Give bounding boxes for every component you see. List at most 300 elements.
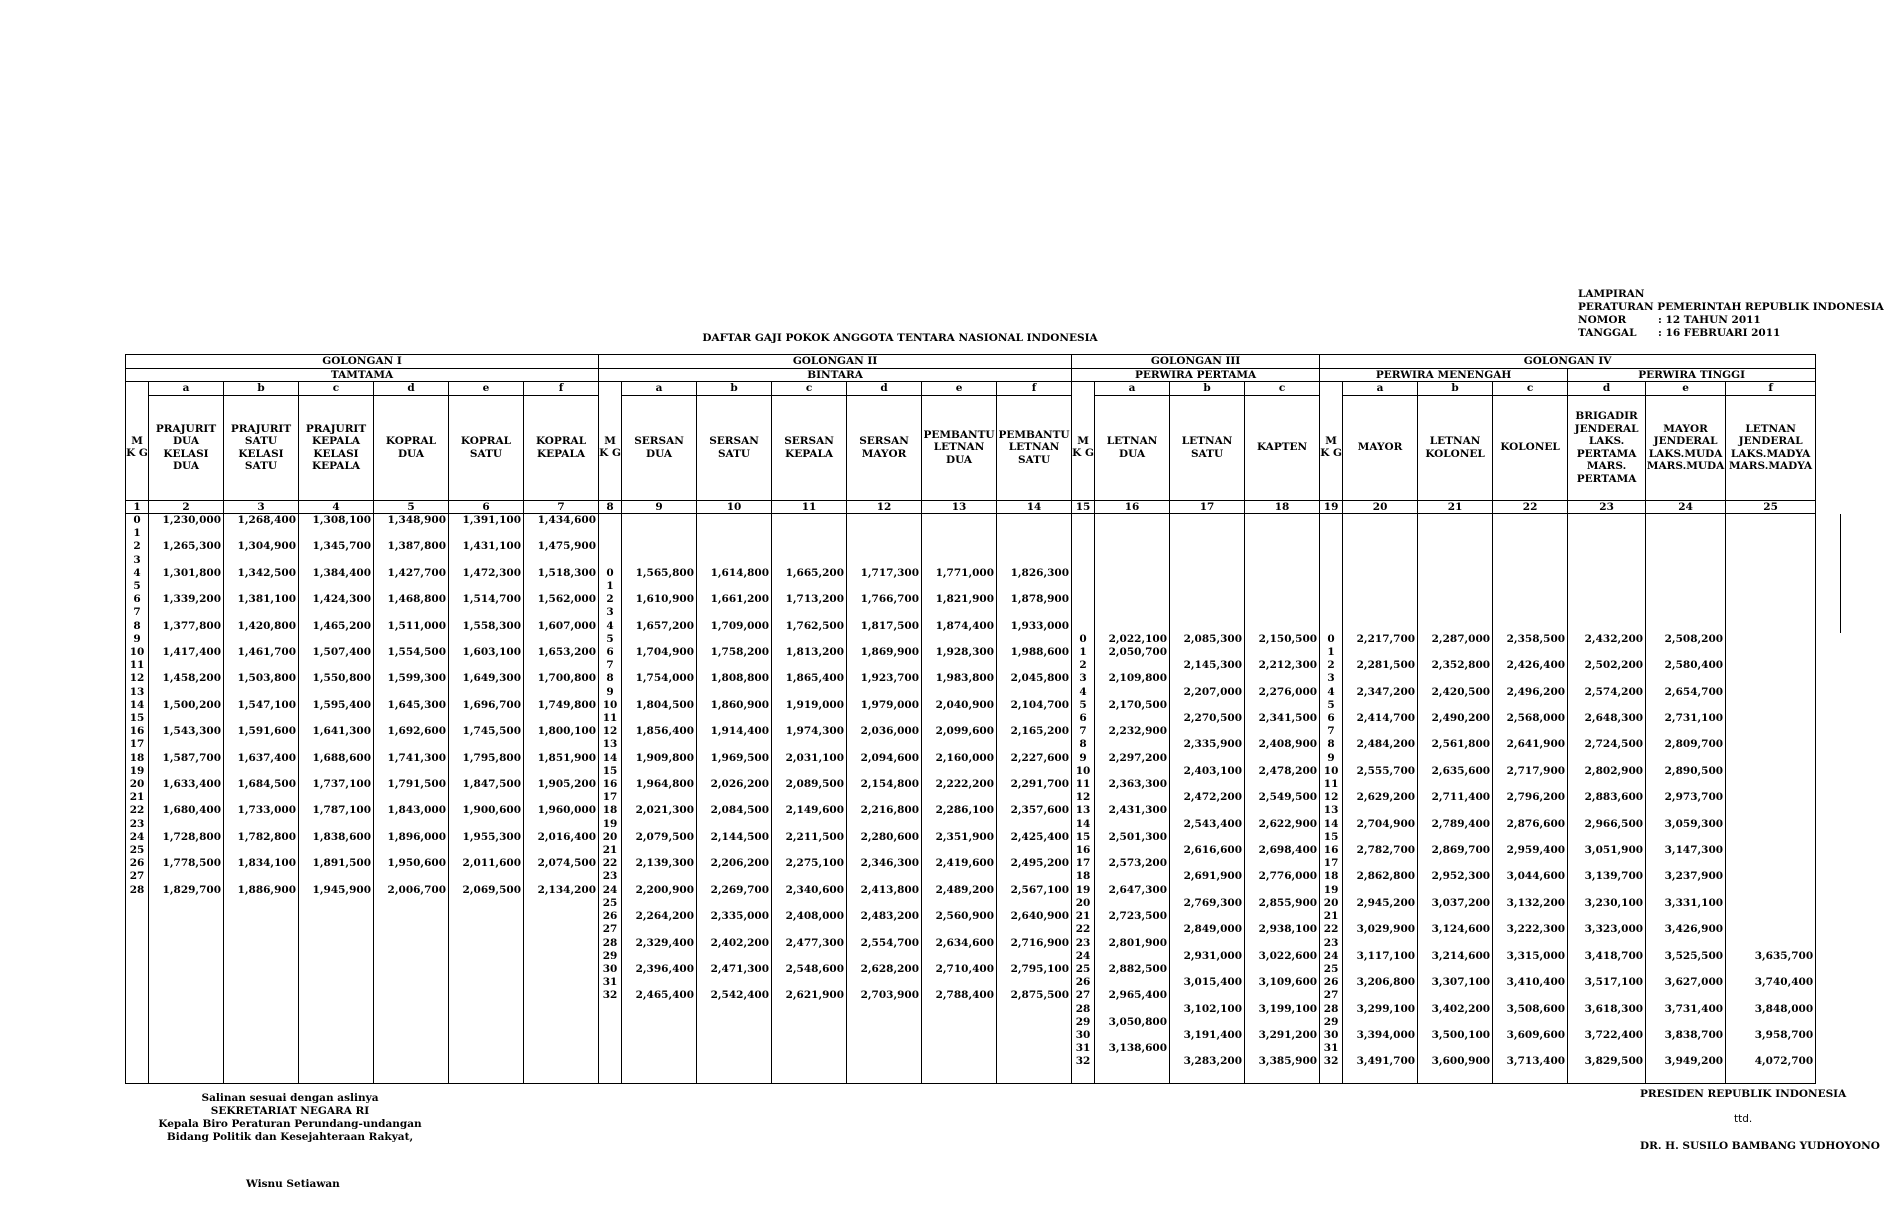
- salary-cell: 2,079,500: [622, 831, 697, 844]
- salary-cell: 2,145,300: [1170, 659, 1245, 672]
- salary-cell: 2,555,700: [1343, 765, 1418, 778]
- mkg-label: M K G: [1072, 395, 1095, 500]
- salary-cell: [149, 976, 224, 989]
- salary-cell: 3,138,600: [1095, 1042, 1170, 1055]
- salary-cell: 1,431,100: [449, 540, 524, 553]
- salary-cell: [1726, 937, 1816, 950]
- mkg-cell: 1: [1072, 646, 1095, 659]
- salary-cell: [1568, 725, 1646, 738]
- mkg-cell: [1072, 540, 1095, 553]
- rank-name: KAPTEN: [1245, 395, 1320, 500]
- salary-cell: [1646, 593, 1726, 606]
- salary-cell: 1,391,100: [449, 514, 524, 528]
- salary-cell: [1343, 514, 1418, 528]
- nomor-value: : 12 TAHUN 2011: [1658, 314, 1761, 326]
- salary-cell: [1095, 620, 1170, 633]
- salary-cell: 3,525,500: [1646, 950, 1726, 963]
- salary-cell: [1646, 1016, 1726, 1029]
- salary-cell: 1,637,400: [224, 752, 299, 765]
- salary-cell: 2,542,400: [697, 989, 772, 1002]
- salary-cell: [1568, 672, 1646, 685]
- salary-cell: [1646, 1069, 1726, 1084]
- salary-cell: 1,653,200: [524, 646, 599, 659]
- mkg-cell: [1320, 540, 1343, 553]
- salary-cell: [1726, 725, 1816, 738]
- salary-cell: [772, 897, 847, 910]
- mkg-cell: 1: [1320, 646, 1343, 659]
- salary-cell: [1493, 620, 1568, 633]
- salary-cell: [149, 923, 224, 936]
- salary-cell: [374, 659, 449, 672]
- mkg-cell: 18: [1320, 870, 1343, 883]
- mkg-cell: 13: [1320, 804, 1343, 817]
- salary-cell: [622, 554, 697, 567]
- salary-cell: 2,275,100: [772, 857, 847, 870]
- salary-cell: [149, 580, 224, 593]
- salary-cell: [449, 580, 524, 593]
- salary-cell: 1,603,100: [449, 646, 524, 659]
- salary-cell: [622, 1016, 697, 1029]
- salary-cell: 1,826,300: [997, 567, 1072, 580]
- salary-cell: 1,665,200: [772, 567, 847, 580]
- mkg-cell: 1: [599, 580, 622, 593]
- salary-cell: 2,287,000: [1418, 633, 1493, 646]
- salary-cell: [374, 1055, 449, 1068]
- salary-cell: [922, 765, 997, 778]
- salary-cell: 2,212,300: [1245, 659, 1320, 672]
- mkg-cell: [126, 897, 149, 910]
- salary-cell: [847, 1042, 922, 1055]
- salary-cell: 2,217,700: [1343, 633, 1418, 646]
- salary-cell: [847, 765, 922, 778]
- golongan-iii: GOLONGAN III: [1072, 355, 1320, 369]
- mkg-cell: 15: [1072, 831, 1095, 844]
- column-number: 14: [997, 500, 1072, 514]
- footer-right-name: DR. H. SUSILO BAMBANG YUDHOYONO: [1640, 1140, 1880, 1152]
- salary-cell: [922, 1003, 997, 1016]
- mkg-cell: 0: [126, 514, 149, 528]
- salary-cell: 3,147,300: [1646, 844, 1726, 857]
- salary-cell: [1816, 606, 1841, 619]
- mkg-cell: 12: [1072, 791, 1095, 804]
- salary-cell: 2,149,600: [772, 804, 847, 817]
- table-row: [126, 1055, 1841, 1068]
- mkg-cell: [599, 514, 622, 528]
- salary-cell: [922, 1016, 997, 1029]
- group-perwira-pertama: PERWIRA PERTAMA: [1072, 368, 1320, 382]
- salary-cell: 3,508,600: [1493, 1003, 1568, 1016]
- salary-cell: 2,641,900: [1493, 738, 1568, 751]
- mkg-cell: [126, 1003, 149, 1016]
- golongan-iv: GOLONGAN IV: [1320, 355, 1816, 369]
- salary-cell: [524, 1055, 599, 1068]
- mkg-cell: [1072, 606, 1095, 619]
- table-row: [126, 1069, 1841, 1084]
- salary-cell: [697, 606, 772, 619]
- salary-cell: 2,801,900: [1095, 937, 1170, 950]
- salary-cell: [622, 580, 697, 593]
- salary-cell: [449, 633, 524, 646]
- salary-cell: 1,645,300: [374, 699, 449, 712]
- salary-cell: 2,973,700: [1646, 791, 1726, 804]
- salary-cell: [697, 738, 772, 751]
- salary-cell: 1,821,900: [922, 593, 997, 606]
- salary-cell: [149, 554, 224, 567]
- mkg-cell: 9: [1072, 752, 1095, 765]
- salary-cell: 2,104,700: [997, 699, 1072, 712]
- salary-cell: 2,403,100: [1170, 765, 1245, 778]
- salary-cell: 2,883,600: [1568, 791, 1646, 804]
- salary-cell: 2,489,200: [922, 884, 997, 897]
- salary-cell: [374, 897, 449, 910]
- salary-cell: [772, 1069, 847, 1084]
- salary-cell: 2,484,200: [1343, 738, 1418, 751]
- salary-cell: [1343, 646, 1418, 659]
- salary-cell: [299, 897, 374, 910]
- mkg-cell: [1320, 580, 1343, 593]
- salary-cell: [1568, 752, 1646, 765]
- mkg-cell: 19: [599, 818, 622, 831]
- salary-cell: [1095, 765, 1170, 778]
- salary-cell: [149, 1029, 224, 1042]
- salary-cell: [1418, 567, 1493, 580]
- mkg-cell: 4: [599, 620, 622, 633]
- salary-cell: 1,511,000: [374, 620, 449, 633]
- table-row: [126, 897, 1841, 910]
- salary-cell: 2,045,800: [997, 672, 1072, 685]
- salary-cell: [224, 580, 299, 593]
- mkg-label: M K G: [1320, 395, 1343, 500]
- salary-cell: [1646, 937, 1726, 950]
- rank-letter: e: [922, 382, 997, 396]
- mkg-cell: 5: [1320, 699, 1343, 712]
- salary-cell: [1493, 857, 1568, 870]
- salary-cell: 1,950,600: [374, 857, 449, 870]
- salary-cell: [149, 1003, 224, 1016]
- salary-cell: [997, 791, 1072, 804]
- salary-cell: 2,574,200: [1568, 686, 1646, 699]
- salary-cell: [847, 1069, 922, 1084]
- rank-name: BRIGADIR JENDERAL LAKS. PERTAMA MARS. PERTAMA: [1568, 395, 1646, 500]
- salary-cell: 1,713,200: [772, 593, 847, 606]
- salary-cell: [697, 659, 772, 672]
- mkg-cell: 28: [599, 937, 622, 950]
- salary-cell: [697, 1003, 772, 1016]
- column-number: 11: [772, 500, 847, 514]
- salary-cell: [1170, 752, 1245, 765]
- salary-cell: 1,424,300: [299, 593, 374, 606]
- mkg-cell: 8: [1072, 738, 1095, 751]
- salary-cell: [922, 1042, 997, 1055]
- salary-cell: 2,869,700: [1418, 844, 1493, 857]
- salary-cell: [1418, 580, 1493, 593]
- salary-cell: [922, 818, 997, 831]
- mkg-cell: [1320, 1069, 1343, 1084]
- mkg-cell: 29: [599, 950, 622, 963]
- mkg-cell: [599, 1029, 622, 1042]
- salary-cell: [449, 554, 524, 567]
- mkg-cell: 3: [599, 606, 622, 619]
- salary-cell: [1095, 791, 1170, 804]
- salary-cell: [1816, 540, 1841, 553]
- table-row: [126, 659, 1841, 672]
- salary-cell: [772, 527, 847, 540]
- salary-cell: 2,465,400: [622, 989, 697, 1002]
- salary-cell: 3,627,000: [1646, 976, 1726, 989]
- salary-cell: [847, 659, 922, 672]
- table-row: [126, 844, 1841, 857]
- salary-cell: [847, 791, 922, 804]
- salary-cell: 3,059,300: [1646, 818, 1726, 831]
- salary-cell: [1095, 712, 1170, 725]
- mkg-cell: 14: [126, 699, 149, 712]
- mkg-cell: [1072, 620, 1095, 633]
- mkg-cell: 27: [126, 870, 149, 883]
- column-number: 8: [599, 500, 622, 514]
- salary-cell: 1,550,800: [299, 672, 374, 685]
- salary-cell: [922, 976, 997, 989]
- salary-cell: 2,710,400: [922, 963, 997, 976]
- salary-cell: [449, 1069, 524, 1084]
- salary-cell: 1,633,400: [149, 778, 224, 791]
- salary-cell: 1,657,200: [622, 620, 697, 633]
- salary-cell: [1493, 1016, 1568, 1029]
- salary-cell: 2,567,100: [997, 884, 1072, 897]
- salary-cell: [922, 540, 997, 553]
- salary-cell: [149, 686, 224, 699]
- salary-cell: [847, 738, 922, 751]
- salary-cell: [374, 989, 449, 1002]
- salary-cell: [1646, 989, 1726, 1002]
- salary-cell: [1245, 937, 1320, 950]
- salary-cell: [622, 527, 697, 540]
- salary-cell: [224, 1016, 299, 1029]
- salary-cell: 2,351,900: [922, 831, 997, 844]
- salary-cell: 1,800,100: [524, 725, 599, 738]
- lampiran-subtitle: PERATURAN PEMERINTAH REPUBLIK INDONESIA: [1578, 301, 1884, 313]
- salary-cell: 1,308,100: [299, 514, 374, 528]
- salary-cell: [524, 1016, 599, 1029]
- column-number: 20: [1343, 500, 1418, 514]
- salary-cell: [1726, 989, 1816, 1002]
- table-row: [126, 1042, 1841, 1055]
- salary-cell: 1,808,800: [697, 672, 772, 685]
- salary-cell: 2,776,000: [1245, 870, 1320, 883]
- salary-cell: [524, 950, 599, 963]
- salary-cell: [1493, 672, 1568, 685]
- salary-cell: [1726, 818, 1816, 831]
- salary-cell: [847, 606, 922, 619]
- salary-cell: [1343, 567, 1418, 580]
- salary-cell: 2,795,100: [997, 963, 1072, 976]
- salary-cell: [1418, 725, 1493, 738]
- salary-cell: 2,094,600: [847, 752, 922, 765]
- salary-cell: 2,965,400: [1095, 989, 1170, 1002]
- salary-cell: 3,958,700: [1726, 1029, 1816, 1042]
- salary-cell: [772, 580, 847, 593]
- salary-cell: [1726, 567, 1816, 580]
- salary-cell: 2,788,400: [922, 989, 997, 1002]
- salary-cell: [1170, 910, 1245, 923]
- salary-cell: 3,299,100: [1343, 1003, 1418, 1016]
- salary-cell: 2,084,500: [697, 804, 772, 817]
- mkg-cell: 13: [1072, 804, 1095, 817]
- salary-cell: 1,696,700: [449, 699, 524, 712]
- table-row: [126, 672, 1841, 685]
- salary-cell: [847, 580, 922, 593]
- salary-cell: [1418, 752, 1493, 765]
- salary-cell: [1726, 791, 1816, 804]
- column-number: 25: [1726, 500, 1816, 514]
- mkg-cell: 16: [1072, 844, 1095, 857]
- salary-cell: [1568, 804, 1646, 817]
- salary-cell: 2,022,100: [1095, 633, 1170, 646]
- salary-cell: [1726, 910, 1816, 923]
- salary-cell: 2,580,400: [1646, 659, 1726, 672]
- mkg-cell: 26: [1320, 976, 1343, 989]
- salary-cell: [1095, 976, 1170, 989]
- salary-cell: [149, 606, 224, 619]
- salary-cell: [1568, 554, 1646, 567]
- salary-cell: [1343, 580, 1418, 593]
- mkg-cell: [126, 976, 149, 989]
- salary-cell: [1726, 884, 1816, 897]
- salary-cell: [1646, 527, 1726, 540]
- column-number: 6: [449, 500, 524, 514]
- salary-cell: [997, 540, 1072, 553]
- salary-cell: 1,933,000: [997, 620, 1072, 633]
- salary-cell: [1726, 686, 1816, 699]
- salary-cell: 2,723,500: [1095, 910, 1170, 923]
- salary-cell: 1,834,100: [224, 857, 299, 870]
- rank-letter: c: [299, 382, 374, 396]
- salary-cell: 1,928,300: [922, 646, 997, 659]
- salary-cell: [1726, 1016, 1816, 1029]
- salary-cell: 1,787,100: [299, 804, 374, 817]
- salary-cell: 2,945,200: [1343, 897, 1418, 910]
- salary-cell: [922, 554, 997, 567]
- table-row: [126, 540, 1841, 553]
- salary-cell: [1245, 752, 1320, 765]
- mkg-cell: 18: [599, 804, 622, 817]
- salary-cell: 3,331,100: [1646, 897, 1726, 910]
- salary-cell: [847, 950, 922, 963]
- salary-cell: [1493, 963, 1568, 976]
- salary-cell: 1,791,500: [374, 778, 449, 791]
- salary-cell: [374, 950, 449, 963]
- table-row: [126, 686, 1841, 699]
- salary-cell: [1493, 989, 1568, 1002]
- salary-cell: [1170, 620, 1245, 633]
- salary-cell: 2,026,200: [697, 778, 772, 791]
- salary-cell: [374, 910, 449, 923]
- salary-cell: [299, 659, 374, 672]
- rank-name: KOPRAL KEPALA: [524, 395, 599, 500]
- salary-cell: [524, 738, 599, 751]
- salary-cell: [299, 554, 374, 567]
- salary-cell: [1493, 831, 1568, 844]
- salary-cell: [449, 606, 524, 619]
- salary-cell: [772, 738, 847, 751]
- mkg-cell: 19: [1072, 884, 1095, 897]
- salary-cell: 2,495,200: [997, 857, 1072, 870]
- salary-cell: [1343, 1042, 1418, 1055]
- rank-letter: b: [224, 382, 299, 396]
- salary-cell: 2,502,200: [1568, 659, 1646, 672]
- salary-cell: [772, 1003, 847, 1016]
- salary-cell: [1493, 1042, 1568, 1055]
- mkg-label: M K G: [126, 395, 149, 500]
- mkg-cell: 10: [1072, 765, 1095, 778]
- salary-cell: [1493, 725, 1568, 738]
- group-tamtama: TAMTAMA: [126, 368, 599, 382]
- lampiran-nomor: [1578, 314, 1810, 327]
- salary-cell: [847, 923, 922, 936]
- salary-cell: [1095, 659, 1170, 672]
- salary-cell: [524, 989, 599, 1002]
- salary-cell: 2,640,900: [997, 910, 1072, 923]
- salary-cell: 2,471,300: [697, 963, 772, 976]
- salary-cell: 2,549,500: [1245, 791, 1320, 804]
- salary-cell: [224, 738, 299, 751]
- salary-cell: 1,417,400: [149, 646, 224, 659]
- salary-cell: [1418, 1042, 1493, 1055]
- salary-cell: [622, 606, 697, 619]
- salary-cell: [772, 554, 847, 567]
- salary-cell: 1,955,300: [449, 831, 524, 844]
- salary-cell: 1,661,200: [697, 593, 772, 606]
- salary-cell: 2,011,600: [449, 857, 524, 870]
- table-row: [126, 633, 1841, 646]
- salary-cell: [1343, 1069, 1418, 1084]
- salary-cell: 3,517,100: [1568, 976, 1646, 989]
- salary-cell: [622, 844, 697, 857]
- mkg-cell: 31: [599, 976, 622, 989]
- table-row: [126, 870, 1841, 883]
- salary-cell: [374, 765, 449, 778]
- salary-cell: [374, 923, 449, 936]
- salary-cell: 1,420,800: [224, 620, 299, 633]
- rank-name: SERSAN DUA: [622, 395, 697, 500]
- salary-cell: 1,599,300: [374, 672, 449, 685]
- salary-cell: 1,475,900: [524, 540, 599, 553]
- salary-cell: [622, 870, 697, 883]
- salary-table-wrapper: [125, 354, 1814, 1072]
- salary-cell: 1,737,100: [299, 778, 374, 791]
- salary-cell: [922, 580, 997, 593]
- salary-cell: 2,414,700: [1343, 712, 1418, 725]
- salary-cell: [449, 963, 524, 976]
- salary-cell: 2,769,300: [1170, 897, 1245, 910]
- rank-name: SERSAN KEPALA: [772, 395, 847, 500]
- salary-cell: [374, 976, 449, 989]
- mkg-cell: [1320, 620, 1343, 633]
- salary-cell: 2,358,500: [1493, 633, 1568, 646]
- mkg-cell: 0: [1072, 633, 1095, 646]
- salary-cell: [1418, 778, 1493, 791]
- salary-cell: [697, 712, 772, 725]
- rank-name: LETNAN KOLONEL: [1418, 395, 1493, 500]
- salary-cell: [997, 712, 1072, 725]
- salary-cell: [1418, 540, 1493, 553]
- salary-cell: [449, 738, 524, 751]
- salary-cell: 3,838,700: [1646, 1029, 1726, 1042]
- salary-cell: 1,843,000: [374, 804, 449, 817]
- salary-cell: 3,635,700: [1726, 950, 1816, 963]
- salary-cell: [224, 937, 299, 950]
- salary-cell: [1245, 593, 1320, 606]
- salary-cell: 2,426,400: [1493, 659, 1568, 672]
